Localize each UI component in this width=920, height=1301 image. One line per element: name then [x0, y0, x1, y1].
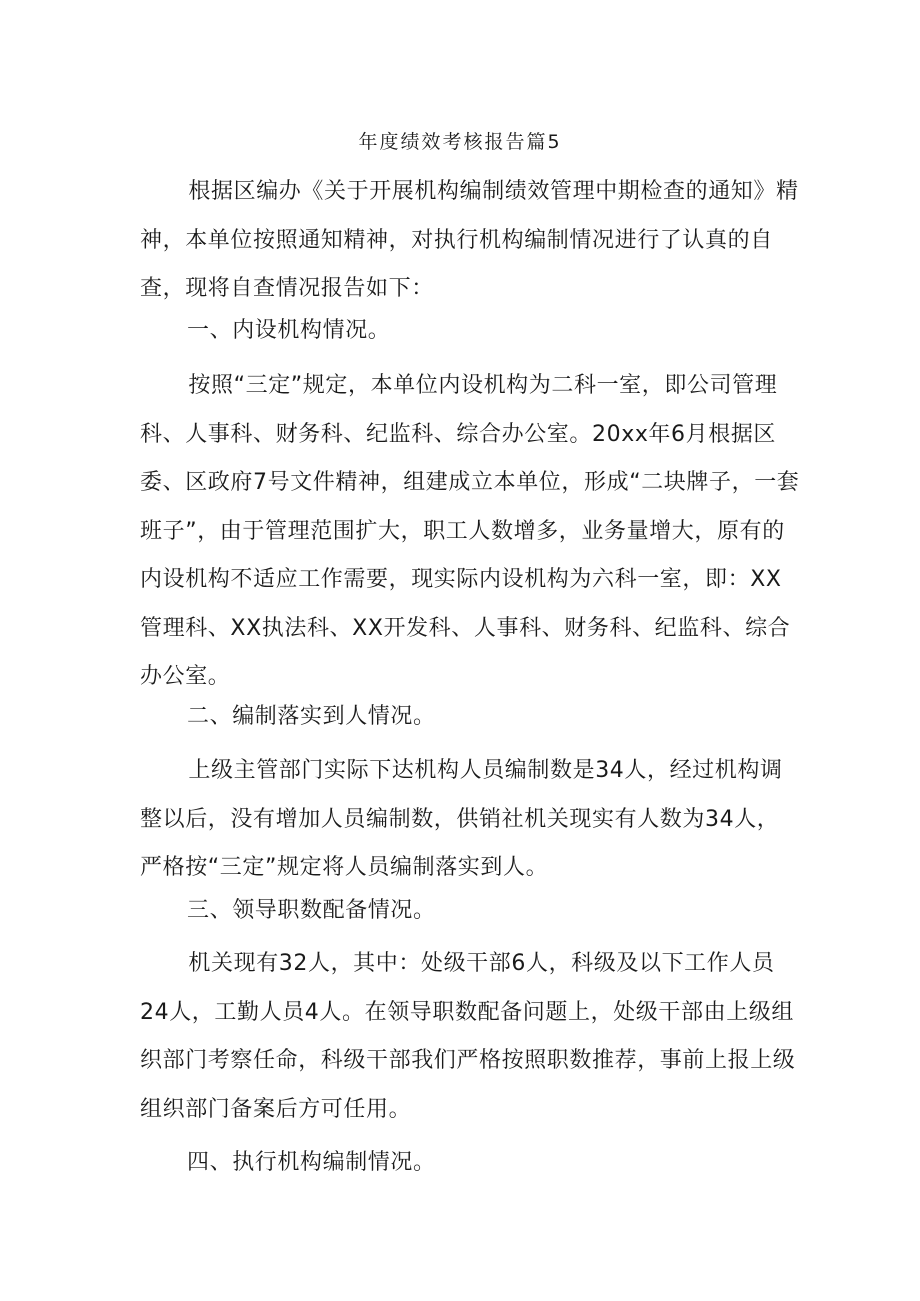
- section-heading-2: 二、编制落实到人情况。: [187, 704, 436, 729]
- section-body-3: 机关现有32人，其中：处级干部6人，科级及以下工作人员24人，工勤人员4人。在领导职数配备问题上，处级干部由上级组织部门考察任命，科级干部我们严格按照职数推荐，事前上报上级组织部门备案后方可任用。: [140, 951, 796, 1122]
- intro-paragraph: 根据区编办《关于开展机构编制绩效管理中期检查的通知》精神，本单位按照通知精神，对执行机构编制情况进行了认真的自查，现将自查情况报告如下：: [140, 179, 799, 301]
- document-title: 年度绩效考核报告篇5: [358, 131, 562, 153]
- section-body-2: 上级主管部门实际下达机构人员编制数是34人，经过机构调整以后，没有增加人员编制数，供销社机关现实有人数为34人，严格按“三定”规定将人员编制落实到人。: [140, 758, 783, 880]
- section-heading-4: 四、执行机构编制情况。: [187, 1150, 436, 1175]
- section-heading-3: 三、领导职数配备情况。: [187, 898, 436, 923]
- section-body-1: 按照“三定”规定，本单位内设机构为二科一室，即公司管理科、人事科、财务科、纪监科、综合办公室。20xx年6月根据区委、区政府7号文件精神，组建成立本单位，形成“二块牌子，一套班子”，由于管理范围扩大，职工人数增多，业务量增大，原有的内设机构不适应工作需要，现实际内设机构为六科一室，即：XX管理科、XX执法科、XX开发科、人事科、财务科、纪监科、综合办公室。: [140, 373, 800, 689]
- section-heading-1: 一、内设机构情况。: [187, 318, 391, 343]
